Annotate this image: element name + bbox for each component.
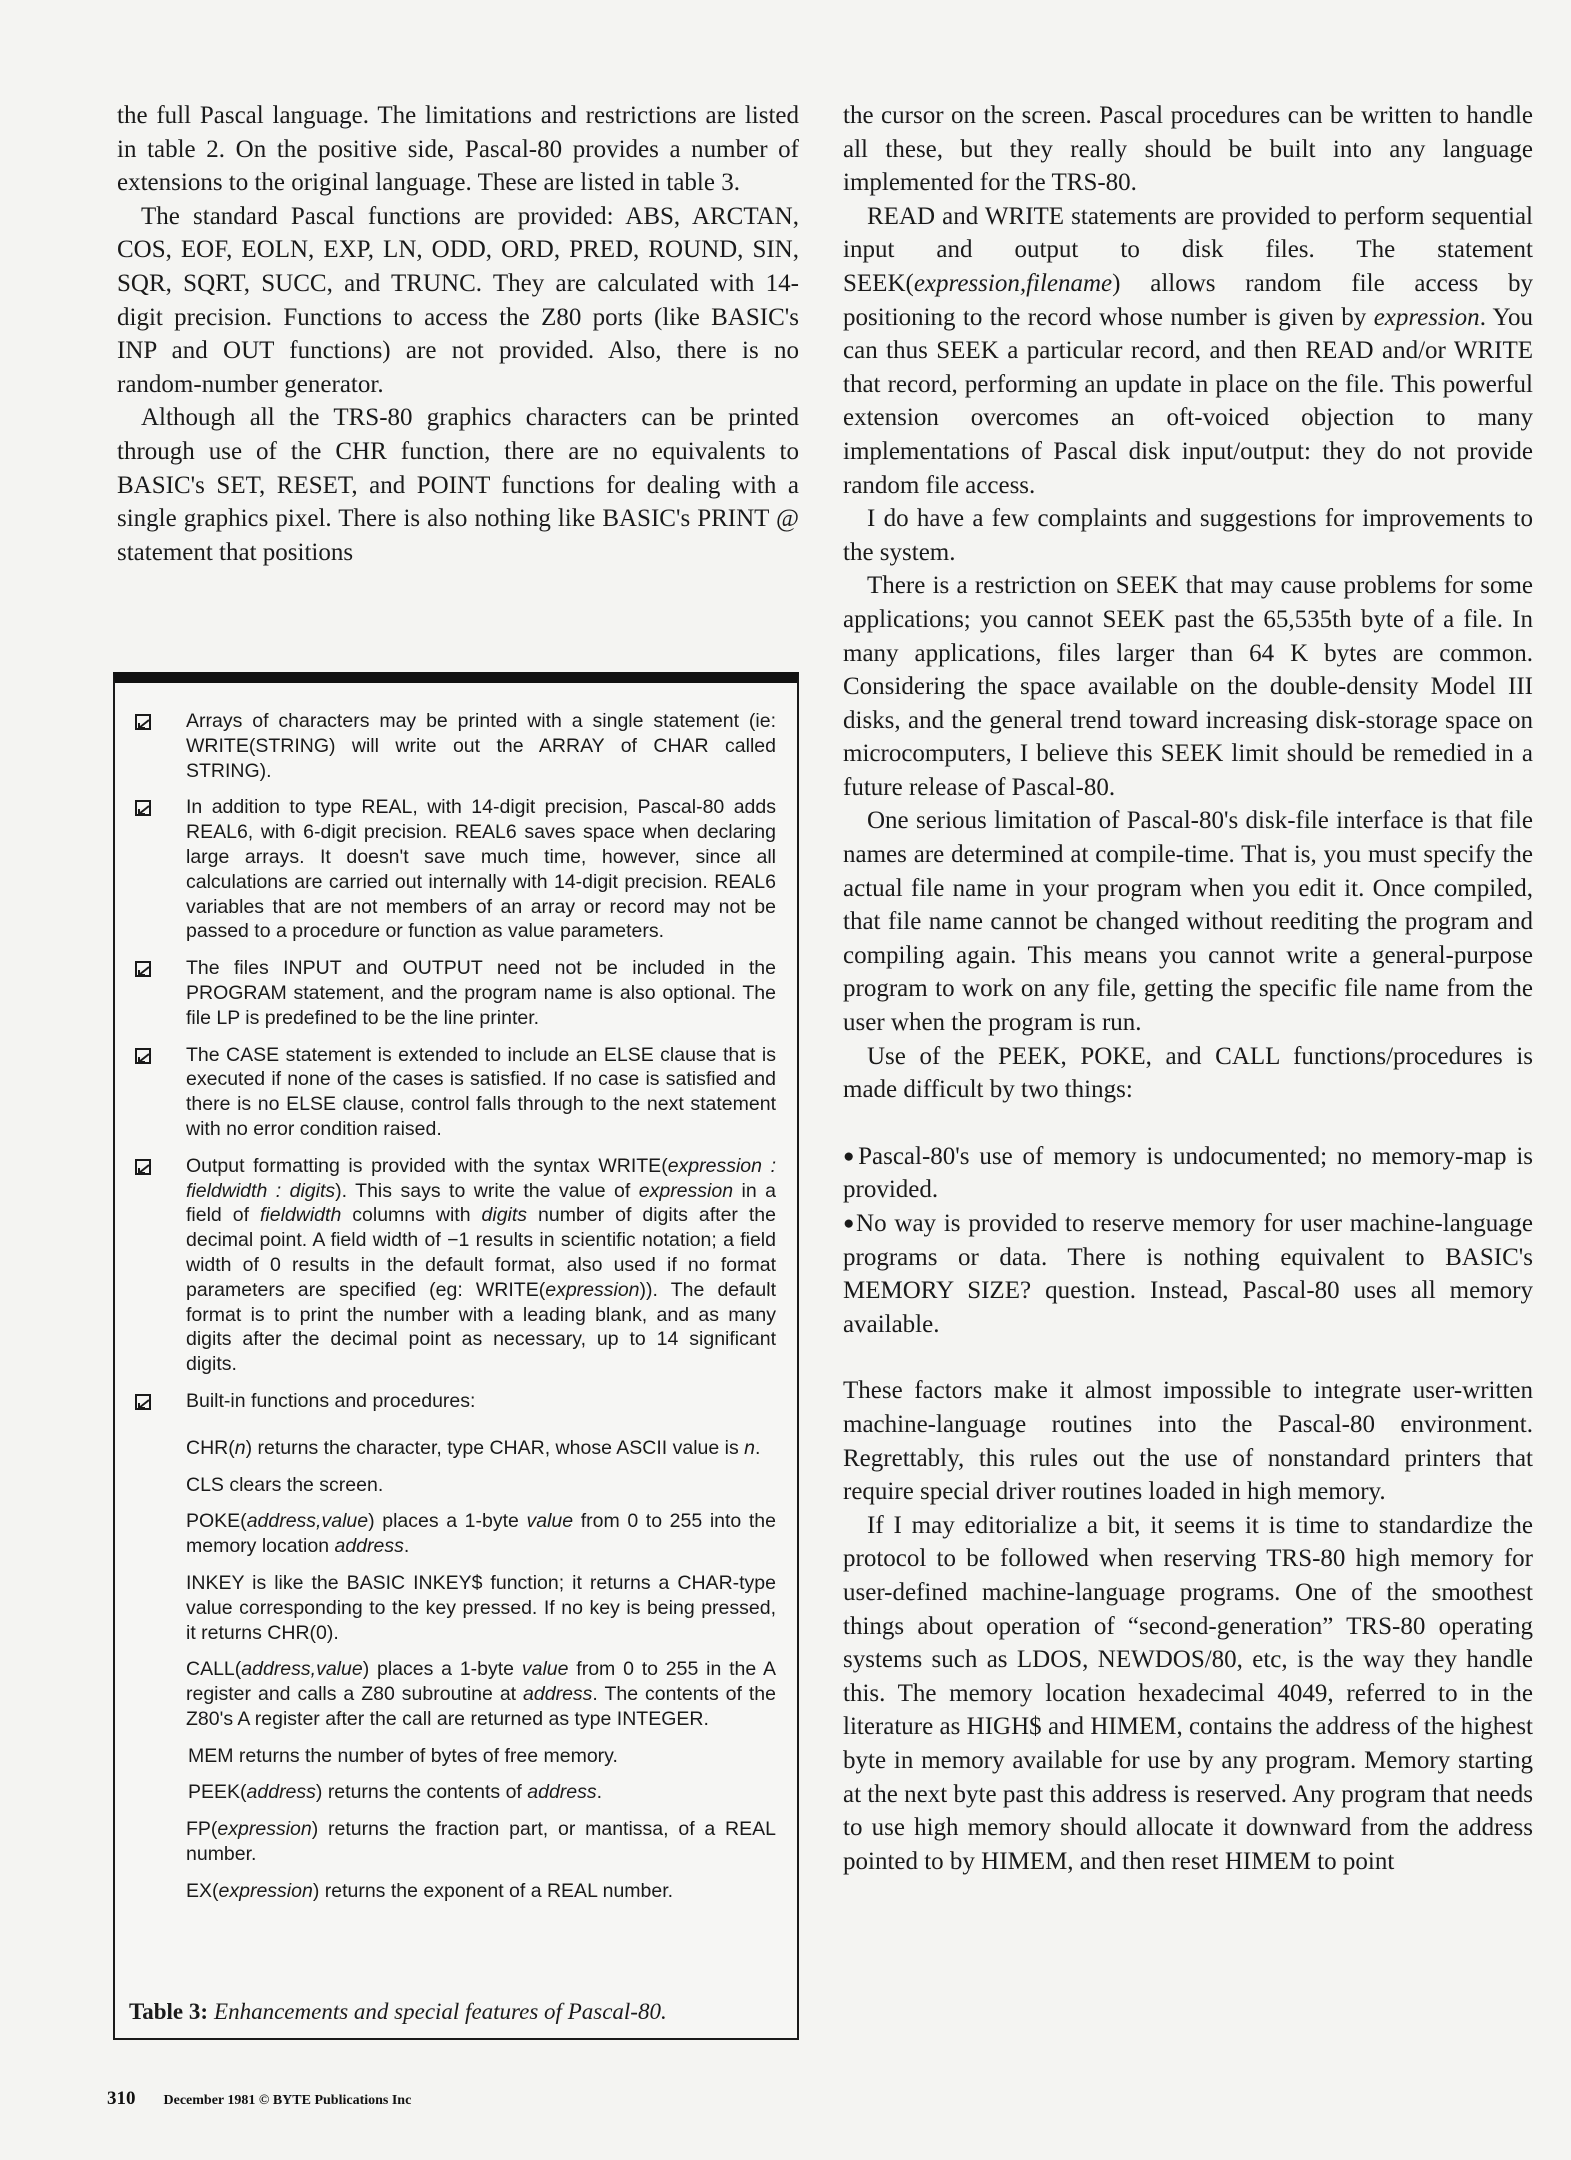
builtin-poke: POKE(address,value) places a 1-byte value from 0 to 255 into the memory location address. xyxy=(186,1510,776,1558)
right-column xyxy=(843,99,1533,1878)
table-item xyxy=(115,956,797,1030)
bullet-item xyxy=(843,1207,1533,1341)
page-number: 310 xyxy=(107,2088,136,2109)
builtin-peek: PEEK(address) returns the contents of address. xyxy=(188,1781,603,1804)
bullet-item xyxy=(843,1140,1533,1207)
page-footer xyxy=(107,2088,411,2110)
italic-term: digits xyxy=(481,1204,528,1227)
table-item-text: The CASE statement is extended to include an ELSE clause that is executed if none of the cases is satisfied. If no case is satisfied and there is no ELSE clause, control falls through to the next statement with no error condition raised. xyxy=(186,1043,776,1140)
builtin-functions-list xyxy=(115,1436,776,1904)
builtin-ex: EX(expression) returns the exponent of a REAL number. xyxy=(186,1879,674,1902)
table-item-text: Output formatting is provided with the syntax WRITE(expression : fieldwidth : digits). This says to write the value of expression in a field of fieldwidth columns with digits number of digits after the decimal point. A field width of −1 results in scientific notation; a field width of 0 results in the default format, also used if no format parameters are specified (eg: WRITE(expression)). The default format is to print the number with a leading blank, and as many digits after the decimal point as necessary, up to 14 significant digits. xyxy=(186,1154,777,1376)
table-3-box xyxy=(113,672,799,2040)
paragraph: There is a restriction on SEEK that may cause problems for some applications; you cannot SEEK past the 65,535th byte of a file. In many applications, files larger than 64 K bytes are common. Considering the space available on the double-density Model III disks, and the general trend toward increasing disk-storage space on microcomputers, I believe this SEEK limit should be remedied in a future release of Pascal-80. xyxy=(843,572,1533,801)
builtin-fp: FP(expression) returns the fraction part, or mantissa, of a REAL number. xyxy=(186,1818,776,1866)
italic-term: expression,filename xyxy=(913,269,1113,297)
italic-term: expression xyxy=(217,1818,312,1841)
italic-term: address xyxy=(523,1683,593,1706)
caption-label: Table 3: xyxy=(129,1999,209,2024)
paragraph: The standard Pascal functions are provided: ABS, ARCTAN, COS, EOF, EOLN, EXP, LN, ODD, ORD, PRED, ROUND, SIN, SQR, SQRT, SUCC, and TRUNC. They are calculated with 14-digit precision. Functions to access the Z80 ports (like BASIC's INP and OUT functions) are not provided. Also, there is no random-number generator. xyxy=(117,202,799,398)
italic-term: n xyxy=(744,1436,756,1459)
table-caption xyxy=(129,1999,667,2025)
table-item xyxy=(115,1154,797,1377)
checkbox-checked-icon xyxy=(135,714,151,730)
table-item-text: Arrays of characters may be printed with a single statement (ie: WRITE(STRING) will write out the ARRAY of CHAR called STRING). xyxy=(186,710,776,782)
italic-term: address xyxy=(334,1535,404,1558)
paragraph: Although all the TRS-80 graphics characters can be printed through use of the CHR function, there are no equivalents to BASIC's SET, RESET, and POINT functions for dealing with a single graphics pixel. There is also nothing like BASIC's PRINT @ statement that positions xyxy=(117,404,799,566)
checkbox-checked-icon xyxy=(135,1048,151,1064)
italic-term: expression xyxy=(638,1179,734,1202)
table-3-items xyxy=(115,709,797,1916)
italic-term: n xyxy=(234,1436,246,1459)
caption-text: Enhancements and special features of Pascal-80. xyxy=(214,1999,667,2024)
left-column xyxy=(117,99,799,569)
bullet-text: No way is provided to reserve memory for user machine-language programs or data. There is nothing equivalent to BASIC's MEMORY SIZE? question. Instead, Pascal-80 uses all memory available. xyxy=(843,1210,1533,1338)
builtin-inkey: INKEY is like the BASIC INKEY$ function; it returns a CHAR-type value corresponding to the key pressed. If no key is being pressed, it returns CHR(0). xyxy=(186,1571,776,1644)
table-item-text: In addition to type REAL, with 14-digit precision, Pascal-80 adds REAL6, with 6-digit precision. REAL6 saves space when declaring large arrays. It doesn't save much time, however, since all calculations are carried out internally with 14-digit precision. REAL6 variables that are not members of an array or record may not be passed to a procedure or function as value parameters. xyxy=(186,796,776,943)
checkbox-checked-icon xyxy=(135,1394,151,1410)
italic-term: address xyxy=(246,1781,316,1804)
italic-term: fieldwidth xyxy=(260,1204,342,1227)
table-item xyxy=(115,1389,797,1414)
paragraph: Use of the PEEK, POKE, and CALL functions/procedures is made difficult by two things: xyxy=(843,1042,1533,1104)
bullet-text: Pascal-80's use of memory is undocumented; no memory-map is provided. xyxy=(843,1142,1533,1204)
table-item xyxy=(115,709,797,783)
italic-term: address,value xyxy=(241,1658,363,1681)
publication-line: December 1981 © BYTE Publications Inc xyxy=(163,2093,412,2108)
paragraph: the full Pascal language. The limitations and restrictions are listed in table 2. On the positive side, Pascal-80 provides a number of extensions to the original language. These are listed in table 3. xyxy=(117,102,799,197)
italic-term: expression xyxy=(1373,303,1480,331)
spacer xyxy=(843,1341,1533,1374)
builtin-cls: CLS clears the screen. xyxy=(186,1473,384,1496)
italic-term: address xyxy=(527,1781,597,1804)
paragraph: One serious limitation of Pascal-80's disk-file interface is that file names are determined at compile-time. That is, you must specify the actual file name in your program when you edit it. Once compiled, that file name cannot be changed without reediting the program and compiling again. This means you cannot write a general-purpose program to work on any file, getting the specific file name from the user when the program is run. xyxy=(843,807,1533,1037)
checkbox-checked-icon xyxy=(135,1159,151,1175)
paragraph: If I may editorialize a bit, it seems it is time to standardize the protocol to be followed when reserving TRS-80 high memory for user-defined machine-language programs. One of the smoothest things about operation of “second-generation” TRS-80 operating systems such as LDOS, NEWDOS/80, etc, is the way they handle this. The memory location hexadecimal 4049, referred to in the literature as HIGH$ and HIMEM, contains the address of the highest byte in memory available for use by any program. Memory starting at the next byte past this address is reserved. Any program that needs to use high memory should allocate it downward from the address pointed to by HIMEM, and then reset HIMEM to point xyxy=(843,1511,1533,1875)
checkbox-checked-icon xyxy=(135,800,151,816)
checkbox-checked-icon xyxy=(135,961,151,977)
table-item-text: Built-in functions and procedures: xyxy=(186,1389,476,1412)
italic-term: address,value xyxy=(246,1510,369,1533)
builtin-mem: MEM returns the number of bytes of free memory. xyxy=(188,1744,618,1767)
builtin-chr: CHR(n) returns the character, type CHAR, whose ASCII value is n. xyxy=(186,1436,761,1459)
bullet-icon: ● xyxy=(843,1213,857,1234)
bullet-icon: ● xyxy=(843,1145,859,1167)
paragraph: These factors make it almost impossible to integrate user-written machine-language routines into the Pascal-80 environment. Regrettably, this rules out the use of nonstandard printers that require special driver routines loaded in high memory. xyxy=(843,1377,1533,1506)
italic-term: expression xyxy=(545,1278,640,1301)
italic-term: expression : fieldwidth : digits xyxy=(186,1154,776,1202)
table-item xyxy=(115,1043,797,1142)
paragraph: I do have a few complaints and suggestions for improvements to the system. xyxy=(843,505,1533,566)
builtin-call: CALL(address,value) places a 1-byte value from 0 to 255 in the A register and calls a Z80 subroutine at address. The contents of the Z80's A register after the call are returned as type INTEGER. xyxy=(186,1658,776,1730)
table-item-text: The files INPUT and OUTPUT need not be included in the PROGRAM statement, and the program name is also optional. The file LP is predefined to be the line printer. xyxy=(186,957,776,1029)
spacer xyxy=(843,1107,1533,1140)
italic-term: expression xyxy=(218,1879,313,1902)
italic-term: value xyxy=(526,1510,574,1533)
bullet-list xyxy=(843,1140,1533,1342)
paragraph-seek: READ and WRITE statements are provided to perform sequential input and output to disk files. The statement SEEK(expression,filename) allows random file access by positioning to the record whose number is given by expression. You can thus SEEK a particular record, and then READ and/or WRITE that record, performing an update in place on the file. This powerful extension overcomes an oft-voiced objection to many implementations of Pascal disk input/output: they do not provide random file access. xyxy=(843,202,1533,499)
paragraph: the cursor on the screen. Pascal procedures can be written to handle all these, but they really should be built into any language implemented for the TRS-80. xyxy=(843,102,1533,197)
table-item xyxy=(115,795,797,944)
italic-term: value xyxy=(521,1658,569,1681)
